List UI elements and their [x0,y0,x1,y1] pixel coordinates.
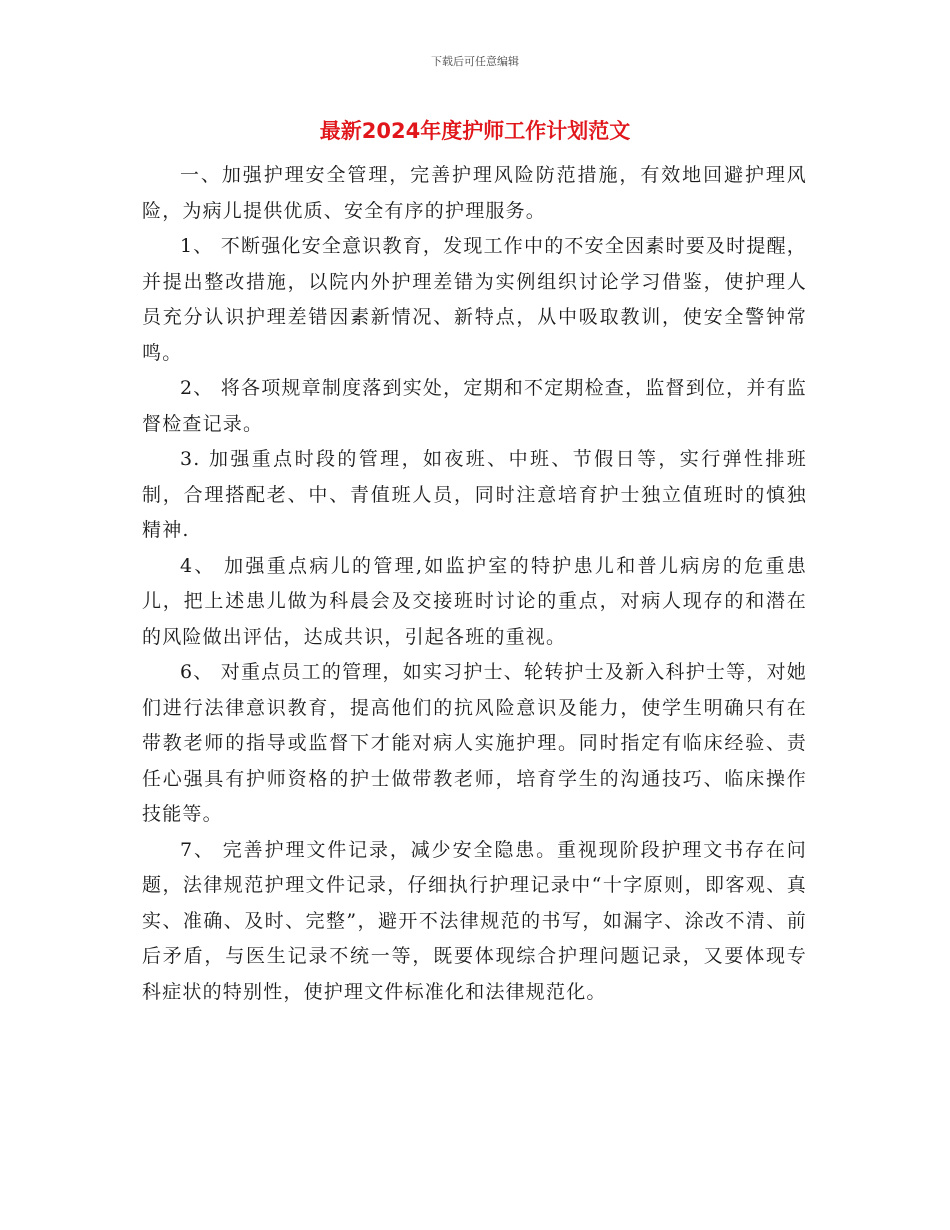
document-body [142,158,807,1010]
document-title: 最新2024年度护师工作计划范文 [319,119,631,143]
page-header-note: 下载后可任意编辑 [431,55,519,68]
paragraph-item-7: 7、 完善护理文件记录，减少安全隐患。重视现阶段护理文书存在问题，法律规范护理文件记录，仔细执行护理记录中“十字原则，即客观、真实、准确、及时、完整”，避开不法律规范的书写，如漏字、涂改不清、前后矛盾，与医生记录不统一等，既要体现综合护理问题记录，又要体现专科症状的特别性，使护理文件标准化和法律规范化。 [142,838,807,1003]
paragraph-item-2: 2、 将各项规章制度落到实处，定期和不定期检查，监督到位，并有监督检查记录。 [142,377,807,435]
paragraph-item-6: 6、 对重点员工的管理，如实习护士、轮转护士及新入科护士等，对她们进行法律意识教育，提高他们的抗风险意识及能力，使学生明确只有在带教老师的指导或监督下才能对病人实施护理。同时指定有临床经验、责任心强具有护师资格的护士做带教老师，培育学生的沟通技巧、临床操作技能等。 [142,661,807,825]
paragraph-item-4: 4、 加强重点病儿的管理,如监护室的特护患儿和普儿病房的危重患儿，把上述患儿做为科晨会及交接班时讨论的重点，对病人现存的和潜在的风险做出评估，达成共识，引起各班的重视。 [142,554,807,648]
paragraph-item-3: 3. 加强重点时段的管理，如夜班、中班、节假日等，实行弹性排班制，合理搭配老、中、青值班人员，同时注意培育护士独立值班时的慎独精神. [142,448,807,541]
paragraph-section-1: 一、加强护理安全管理，完善护理风险防范措施，有效地回避护理风险，为病儿提供优质、安全有序的护理服务。 [142,164,807,222]
paragraph-item-1: 1、 不断强化安全意识教育，发现工作中的不安全因素时要及时提醒，并提出整改措施，以院内外护理差错为实例组织讨论学习借鉴，使护理人员充分认识护理差错因素新情况、新特点，从中吸取教训，使安全警钟常鸣。 [142,235,807,364]
